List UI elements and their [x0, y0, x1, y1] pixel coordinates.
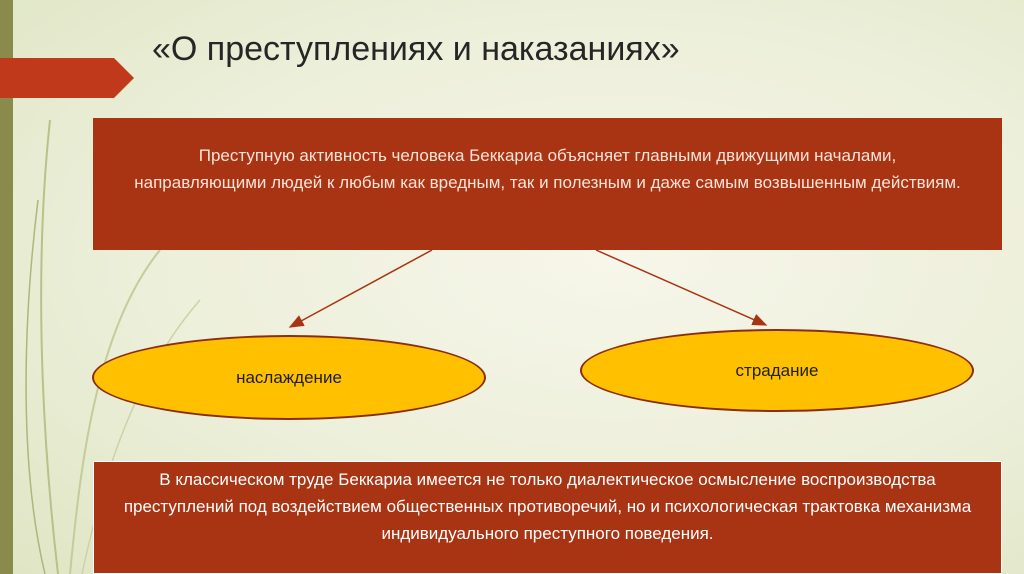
page-title: «О преступлениях и наказаниях»	[152, 30, 680, 68]
bottom-description-box	[93, 461, 1002, 574]
pleasure-ellipse	[92, 335, 486, 420]
suffering-ellipse	[580, 329, 974, 412]
arrow-left	[290, 250, 432, 327]
bottom-description-text: В классическом труде Беккариа имеется не только диалектическое осмысление воспроизводства преступлений под воздействием общественных противоречий, но и психологическая трактовка механизма индивидуального преступного поведения.	[123, 470, 972, 543]
pleasure-label: наслаждение	[236, 367, 342, 387]
top-description-text: Преступную активность человека Беккариа объясняет главными движущими началами, направляющими людей к любым как вредным, так и полезным и даже самым возвышенным действиям.	[134, 146, 961, 192]
arrow-right	[596, 250, 766, 325]
suffering-label: страдание	[735, 360, 819, 380]
